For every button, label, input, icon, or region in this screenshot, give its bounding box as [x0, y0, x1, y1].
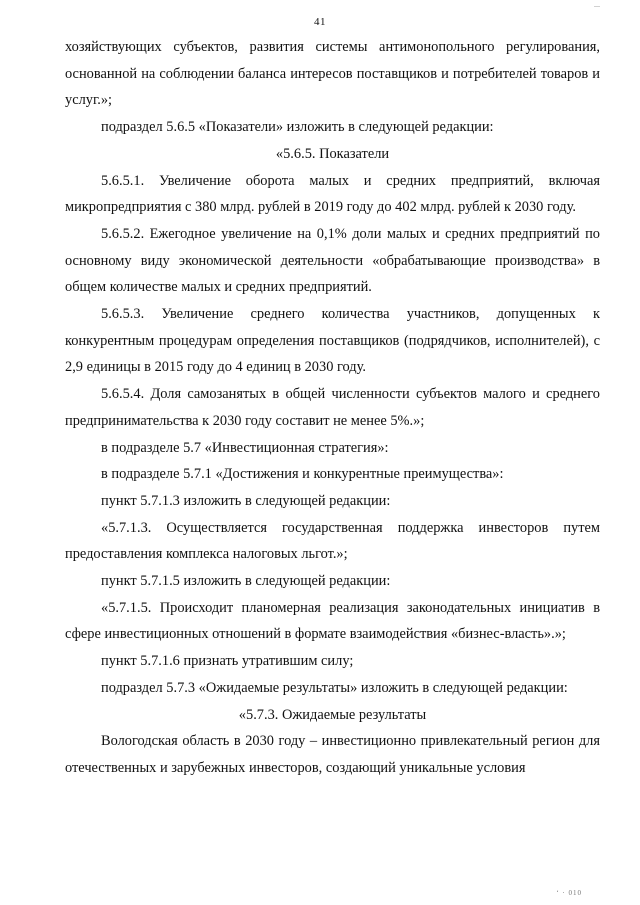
- paragraph-5-6-5-1: 5.6.5.1. Увеличение оборота малых и средних предприятий, включая микропредприятия с 380 млрд. рублей в 2019 году до 402 млрд. рублей к 2030 году.: [65, 172, 600, 216]
- paragraph-5-6-5-3: 5.6.5.3. Увеличение среднего количества участников, допущенных к конкурентным процедурам определения поставщиков (подрядчиков, исполнителей), с 2,9 единицы в 2015 году до 4 единиц в 2030 году.: [65, 306, 600, 376]
- paragraph-item-5-7-1-3-amend: пункт 5.7.1.3 изложить в следующей редакции:: [101, 492, 391, 509]
- paragraph-amendment-5-7-3: подраздел 5.7.3 «Ожидаемые результаты» изложить в следующей редакции:: [101, 679, 568, 696]
- page-number: 41: [314, 16, 326, 28]
- section-heading-5-6-5: «5.6.5. Показатели: [275, 145, 390, 162]
- paragraph-item-5-7-1-6-void: пункт 5.7.1.6 признать утратившим силу;: [101, 653, 354, 670]
- paragraph-5-6-5-4: 5.6.5.4. Доля самозанятых в общей численности субъектов малого и среднего предпринимательства к 2030 году составит не менее 5%.»;: [65, 386, 600, 429]
- paragraph-5-7-1-3: «5.7.1.3. Осуществляется государственная поддержка инвесторов путем предоставления комплекса налоговых льгот.»;: [65, 519, 600, 563]
- paragraph-5-7-1-5: «5.7.1.5. Происходит планомерная реализация законодательных инициатив в сфере инвестиционных отношений в формате взаимодействия «бизнес-власть».»;: [65, 599, 600, 643]
- paragraph-5-7-3-intro: Вологодская область в 2030 году – инвестиционно привлекательный регион для отечественных и зарубежных инвесторов, создающий уникальные условия: [65, 733, 600, 776]
- paragraph-continuation: хозяйствующих субъектов, развития системы антимонопольного регулирования, основанной на соблюдении баланса интересов поставщиков и потребителей товаров и услуг.»;: [65, 39, 600, 109]
- paragraph-item-5-7-1-5-amend: пункт 5.7.1.5 изложить в следующей редакции:: [101, 573, 391, 590]
- footer-mark: ‘ · 010: [556, 889, 582, 897]
- paragraph-amendment-5-6-5: подраздел 5.6.5 «Показатели» изложить в следующей редакции:: [101, 119, 494, 136]
- paragraph-subsection-5-7-1: в подразделе 5.7.1 «Достижения и конкурентные преимущества»:: [101, 466, 504, 483]
- paragraph-5-6-5-2: 5.6.5.2. Ежегодное увеличение на 0,1% доли малых и средних предприятий по основному виду экономической деятельности «обрабатывающие производства» в общем количестве малых и средних предприятий.: [65, 225, 600, 296]
- section-heading-5-7-3: «5.7.3. Ожидаемые результаты: [238, 706, 427, 723]
- corner-mark: ...: [594, 0, 600, 9]
- document-body: [65, 34, 600, 782]
- paragraph-subsection-5-7: в подразделе 5.7 «Инвестиционная стратегия»:: [101, 439, 389, 456]
